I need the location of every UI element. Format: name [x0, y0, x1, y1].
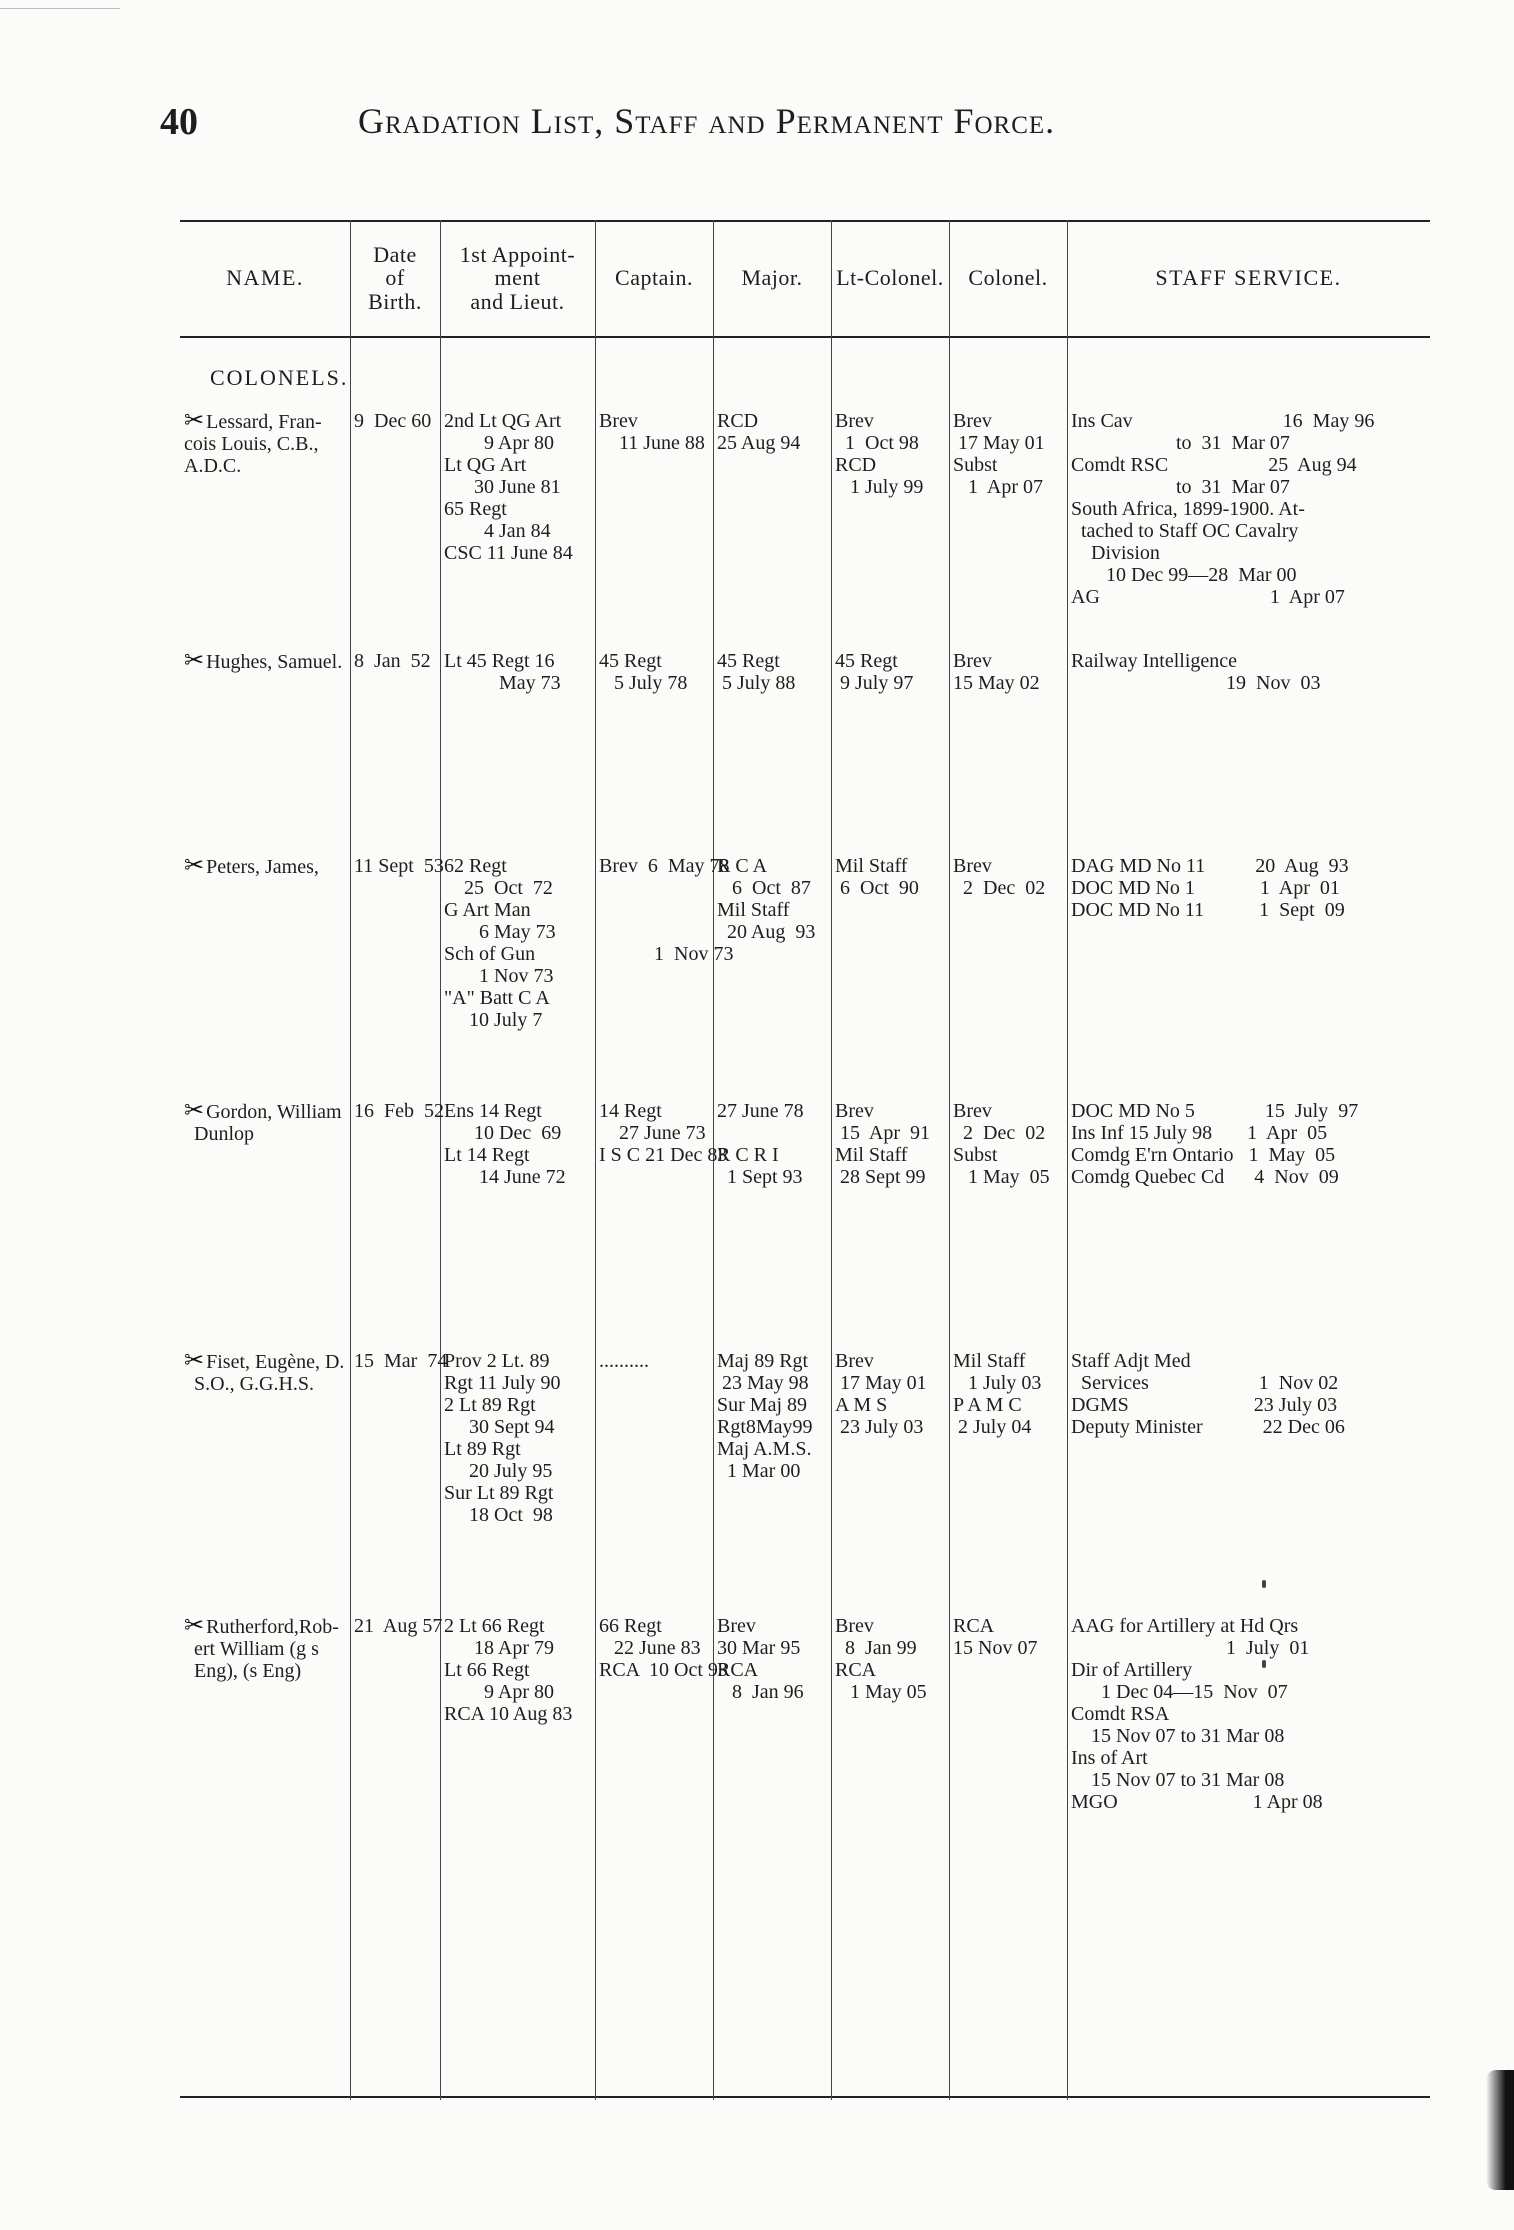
header-name [180, 220, 350, 336]
officer-name: Hughes, Samuel. [206, 651, 343, 673]
cell-colonel [953, 855, 1063, 1100]
scan-speck [1262, 1660, 1266, 1668]
cell-first [444, 855, 591, 1100]
table-row [180, 1615, 1430, 1945]
header-text: Major. [741, 265, 803, 291]
cell-staff [1071, 855, 1426, 1100]
cell-text: Maj 89 Rgt 23 May 98 Sur Maj 89 Rgt8May99 Maj A.M.S. 1 Mar 00 [717, 1350, 813, 1482]
cell-dob [354, 1100, 444, 1350]
cell-text: RCD 25 Aug 94 [717, 410, 801, 454]
cell-staff [1071, 650, 1426, 855]
cell-text: 45 Regt 5 July 78 [599, 650, 688, 694]
cell-first [444, 1615, 591, 1945]
cell-major [717, 855, 827, 1100]
header-captain [595, 220, 713, 336]
officer-name: Rutherford,Rob- ert William (g s Eng), (s Eng) [194, 1616, 339, 1682]
cell-colonel [953, 650, 1063, 855]
cell-colonel [953, 1615, 1063, 1945]
section-label-colonels: COLONELS. [210, 365, 349, 390]
cell-ltcol [835, 650, 945, 855]
cell-text: Ins Cav 16 May 96 to 31 Mar 07 Comdt RSC 25 Aug 94 to 31 Mar 07 South Africa, 1899-1900. At- tached to Staff OC Cavalry Division 10 Dec 99—28 Mar 00 AG 1 Apr 07 [1071, 410, 1375, 608]
cell-text [184, 650, 346, 855]
cell-name [184, 1615, 346, 1945]
cell-text: 15 Mar 74 [354, 1350, 448, 1372]
scan-edge-mark [0, 8, 120, 9]
cell-major [717, 1350, 827, 1615]
header-date-of-birth [350, 220, 440, 336]
officer-name: Lessard, Fran- cois Louis, C.B., A.D.C. [184, 411, 322, 477]
table-row [180, 410, 1430, 650]
scissors-mark-icon: ✂ [184, 853, 205, 879]
cell-text: Brev 11 June 88 [599, 410, 705, 454]
cell-text: Brev 30 Mar 95 RCA 8 Jan 96 [717, 1615, 804, 1703]
cell-text: Brev 15 Apr 91 Mil Staff 28 Sept 99 [835, 1100, 930, 1188]
officer-name: Fiset, Eugène, D. S.O., G.G.H.S. [194, 1351, 345, 1395]
cell-text: 45 Regt 5 July 88 [717, 650, 796, 694]
cell-dob [354, 1615, 443, 1945]
header-major [713, 220, 831, 336]
cell-text: Mil Staff 1 July 03 P A M C 2 July 04 [953, 1350, 1042, 1438]
cell-text: Brev 1 Oct 98 RCD 1 July 99 [835, 410, 924, 498]
table-header-rule [180, 336, 1430, 338]
scissors-mark-icon: ✂ [184, 1613, 205, 1639]
cell-text: DAG MD No 11 20 Aug 93 DOC MD No 1 1 Apr 01 DOC MD No 11 1 Sept 09 [1071, 855, 1349, 921]
cell-dob [354, 1350, 448, 1615]
cell-text: Staff Adjt Med Services 1 Nov 02 DGMS 23 July 03 Deputy Minister 22 Dec 06 [1071, 1350, 1345, 1438]
cell-text: .......... [599, 1350, 649, 1372]
table-row [180, 650, 1430, 855]
header-text: Colonel. [968, 265, 1048, 291]
header-colonel [949, 220, 1067, 336]
running-head: Gradation List, Staff and Permanent Force. [358, 101, 1056, 141]
cell-captain [599, 1350, 709, 1615]
cell-ltcol [835, 1350, 945, 1615]
cell-ltcol [835, 1100, 945, 1350]
scan-speck [1262, 1580, 1266, 1588]
cell-captain [599, 1100, 728, 1350]
cell-text: Lt 45 Regt 16 May 73 [444, 650, 561, 694]
cell-text: 45 Regt 9 July 97 [835, 650, 914, 694]
cell-major [717, 1100, 827, 1350]
officer-name: Gordon, William Dunlop [194, 1101, 342, 1145]
cell-text [184, 855, 346, 1100]
cell-staff [1071, 410, 1426, 650]
binding-shadow [1486, 2070, 1514, 2190]
cell-ltcol [835, 410, 945, 650]
scissors-mark-icon: ✂ [184, 1348, 205, 1374]
cell-staff [1071, 1100, 1426, 1350]
cell-dob [354, 650, 436, 855]
cell-name [184, 1350, 346, 1615]
header-text: Date of Birth. [368, 242, 422, 314]
cell-major [717, 1615, 827, 1945]
cell-text: Prov 2 Lt. 89 Rgt 11 July 90 2 Lt 89 Rgt 30 Sept 94 Lt 89 Rgt 20 July 95 Sur Lt 89 Rgt 18 Oct 98 [444, 1350, 561, 1526]
cell-ltcol [835, 855, 945, 1100]
gradation-table [180, 220, 1430, 2100]
cell-text: AAG for Artillery at Hd Qrs 1 July 01 Dir of Artillery 1 Dec 04—15 Nov 07 Comdt RSA 15 Nov 07 to 31 Mar 08 Ins of Art 15 Nov 07 to 31 Mar 08 MGO 1 Apr 08 [1071, 1615, 1323, 1813]
header-text: STAFF SERVICE. [1155, 265, 1342, 291]
cell-text: 27 June 78 R C R I 1 Sept 93 [717, 1100, 804, 1188]
table-row [180, 855, 1430, 1100]
page-number: 40 [160, 101, 198, 143]
cell-text: R C A 6 Oct 87 Mil Staff 20 Aug 93 [717, 855, 816, 943]
header-text: Captain. [615, 265, 693, 291]
cell-first [444, 650, 591, 855]
cell-text [184, 1100, 346, 1350]
cell-major [717, 650, 827, 855]
table-rule-bottom [180, 2096, 1430, 2098]
cell-text: 2nd Lt QG Art 9 Apr 80 Lt QG Art 30 June 81 65 Regt 4 Jan 84 CSC 11 June 84 [444, 410, 573, 564]
table-row [180, 1100, 1430, 1350]
cell-text: 8 Jan 52 [354, 650, 431, 672]
cell-text: Brev 2 Dec 02 Subst 1 May 05 [953, 1100, 1050, 1188]
table-row [180, 1350, 1430, 1615]
cell-first [444, 1100, 591, 1350]
cell-name [184, 410, 346, 650]
cell-captain [599, 855, 734, 1100]
header-text: 1st Appoint- ment and Lieut. [459, 242, 576, 314]
cell-name [184, 1100, 346, 1350]
cell-text: Railway Intelligence 19 Nov 03 [1071, 650, 1321, 694]
cell-text: RCA 15 Nov 07 [953, 1615, 1038, 1659]
scissors-mark-icon: ✂ [184, 648, 205, 674]
cell-ltcol [835, 1615, 945, 1945]
cell-text: 9 Dec 60 [354, 410, 432, 432]
cell-first [444, 1350, 591, 1615]
header-staff-service [1067, 220, 1430, 336]
cell-text: 16 Feb 52 [354, 1100, 444, 1122]
cell-text: Brev 17 May 01 Subst 1 Apr 07 [953, 410, 1045, 498]
cell-text: 11 Sept 53 [354, 855, 444, 877]
cell-text [184, 410, 346, 650]
cell-text: Ens 14 Regt 10 Dec 69 Lt 14 Regt 14 June 72 [444, 1100, 566, 1188]
cell-text: Mil Staff 6 Oct 90 [835, 855, 919, 899]
cell-dob [354, 855, 444, 1100]
cell-captain [599, 650, 709, 855]
cell-text: 66 Regt 22 June 83 RCA 10 Oct 93 [599, 1615, 728, 1681]
cell-text: 2 Lt 66 Regt 18 Apr 79 Lt 66 Regt 9 Apr 80 RCA 10 Aug 83 [444, 1615, 573, 1725]
cell-staff [1071, 1350, 1426, 1615]
officer-name: Peters, James, [206, 856, 319, 878]
cell-text: 21 Aug 57 [354, 1615, 443, 1637]
cell-captain [599, 1615, 728, 1945]
scissors-mark-icon: ✂ [184, 408, 205, 434]
header-text: Lt-Colonel. [836, 265, 944, 291]
cell-staff [1071, 1615, 1426, 1945]
scissors-mark-icon: ✂ [184, 1098, 205, 1124]
cell-text: Brev 8 Jan 99 RCA 1 May 05 [835, 1615, 927, 1703]
cell-text: Brev 17 May 01 A M S 23 July 03 [835, 1350, 927, 1438]
rotated-gradation-table [180, 220, 1430, 2100]
table-header [180, 220, 1430, 336]
cell-text: Brev 15 May 02 [953, 650, 1040, 694]
cell-text: 14 Regt 27 June 73 I S C 21 Dec 83 [599, 1100, 728, 1166]
cell-captain [599, 410, 709, 650]
cell-major [717, 410, 827, 650]
cell-first [444, 410, 591, 650]
header-lt-colonel [831, 220, 949, 336]
cell-text [184, 1615, 346, 1945]
cell-colonel [953, 1350, 1063, 1615]
cell-text: 62 Regt 25 Oct 72 G Art Man 6 May 73 Sch of Gun 1 Nov 73 "A" Batt C A 10 July 7 [444, 855, 556, 1031]
cell-name [184, 650, 346, 855]
cell-dob [354, 410, 436, 650]
cell-name [184, 855, 346, 1100]
cell-text [184, 1350, 346, 1615]
cell-text: DOC MD No 5 15 July 97 Ins Inf 15 July 98 1 Apr 05 Comdg E'rn Ontario 1 May 05 Comdg Quebec Cd 4 Nov 09 [1071, 1100, 1359, 1188]
header-first-appointment [440, 220, 595, 336]
cell-colonel [953, 1100, 1063, 1350]
cell-colonel [953, 410, 1063, 650]
cell-text: Brev 2 Dec 02 [953, 855, 1046, 899]
cell-text: Brev 6 May 78 1 Nov 73 [599, 855, 734, 965]
header-text: NAME. [226, 265, 304, 291]
